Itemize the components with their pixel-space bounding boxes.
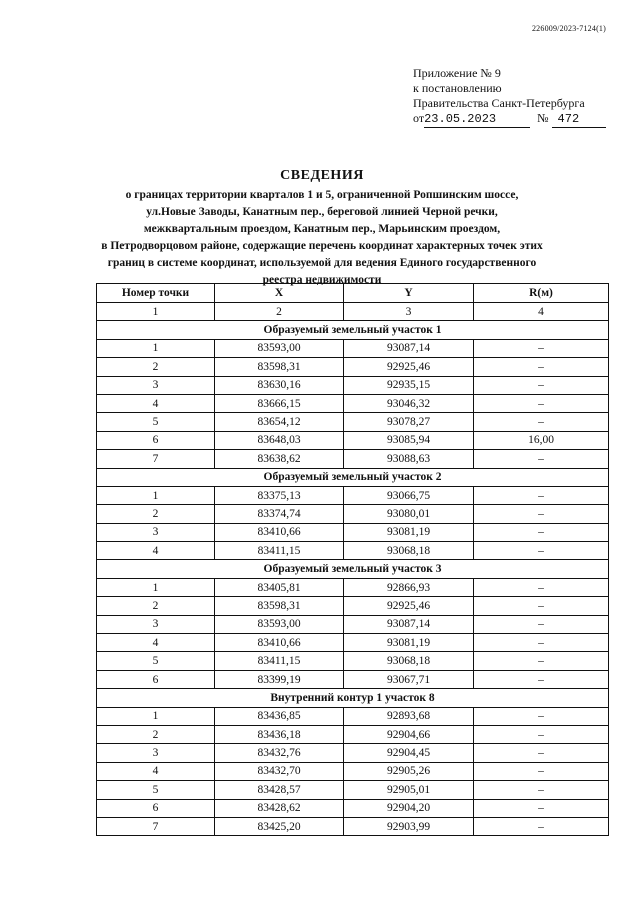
y-coordinate-cell: 92904,20 — [344, 799, 474, 817]
section-row — [97, 689, 609, 707]
appendix-line-3: Правительства Санкт-Петербурга — [413, 96, 585, 110]
radius-cell: – — [474, 744, 609, 762]
point-number-cell: 1 — [97, 339, 215, 357]
title-line: в Петродворцовом районе, содержащие перечень координат характерных точек этих — [101, 240, 543, 252]
point-number-cell: 5 — [97, 413, 215, 431]
date-prefix: от — [413, 111, 425, 125]
x-coordinate-cell: 83630,16 — [215, 376, 344, 394]
y-coordinate-cell: 93088,63 — [344, 450, 474, 468]
document-title — [60, 168, 584, 289]
x-coordinate-cell: 83654,12 — [215, 413, 344, 431]
column-number-row — [97, 303, 609, 321]
x-coordinate-cell: 83399,19 — [215, 670, 344, 688]
column-number: 4 — [474, 303, 609, 321]
x-coordinate-cell: 83638,62 — [215, 450, 344, 468]
x-coordinate-cell: 83410,66 — [215, 523, 344, 541]
appendix-date-line — [413, 111, 606, 128]
table-row — [97, 817, 609, 835]
table-row — [97, 505, 609, 523]
column-number: 3 — [344, 303, 474, 321]
radius-cell: – — [474, 542, 609, 560]
x-coordinate-cell: 83436,18 — [215, 725, 344, 743]
y-coordinate-cell: 93081,19 — [344, 634, 474, 652]
x-coordinate-cell: 83648,03 — [215, 431, 344, 449]
point-number-cell: 1 — [97, 486, 215, 504]
radius-cell: – — [474, 394, 609, 412]
table-row — [97, 542, 609, 560]
table-row — [97, 781, 609, 799]
table-row — [97, 707, 609, 725]
point-number-cell: 2 — [97, 597, 215, 615]
radius-cell: – — [474, 339, 609, 357]
y-coordinate-cell: 92905,26 — [344, 762, 474, 780]
point-number-cell: 5 — [97, 781, 215, 799]
table-row — [97, 431, 609, 449]
section-title: Образуемый земельный участок 3 — [97, 560, 609, 578]
radius-cell: – — [474, 652, 609, 670]
section-row — [97, 468, 609, 486]
table-row — [97, 799, 609, 817]
x-coordinate-cell: 83375,13 — [215, 486, 344, 504]
y-coordinate-cell: 92925,46 — [344, 597, 474, 615]
table-row — [97, 578, 609, 596]
number-prefix: № — [537, 111, 549, 125]
point-number-cell: 2 — [97, 505, 215, 523]
y-coordinate-cell: 93087,14 — [344, 339, 474, 357]
y-coordinate-cell: 93081,19 — [344, 523, 474, 541]
point-number-cell: 2 — [97, 358, 215, 376]
y-coordinate-cell: 92903,99 — [344, 817, 474, 835]
radius-cell: – — [474, 597, 609, 615]
x-coordinate-cell: 83405,81 — [215, 578, 344, 596]
point-number-cell: 4 — [97, 394, 215, 412]
decree-number: 472 — [557, 112, 580, 126]
y-coordinate-cell: 92935,15 — [344, 376, 474, 394]
point-number-cell: 4 — [97, 762, 215, 780]
x-coordinate-cell: 83374,74 — [215, 505, 344, 523]
header-radius: R(м) — [474, 284, 609, 303]
y-coordinate-cell: 93078,27 — [344, 413, 474, 431]
table-row — [97, 523, 609, 541]
x-coordinate-cell: 83428,57 — [215, 781, 344, 799]
x-coordinate-cell: 83428,62 — [215, 799, 344, 817]
radius-cell: 16,00 — [474, 431, 609, 449]
table-row — [97, 486, 609, 504]
x-coordinate-cell: 83411,15 — [215, 652, 344, 670]
appendix-line-2: к постановлению — [413, 81, 502, 95]
table-row — [97, 450, 609, 468]
y-coordinate-cell: 93087,14 — [344, 615, 474, 633]
radius-cell: – — [474, 781, 609, 799]
title-description — [60, 187, 584, 289]
table-row — [97, 725, 609, 743]
y-coordinate-cell: 92905,01 — [344, 781, 474, 799]
y-coordinate-cell: 92904,45 — [344, 744, 474, 762]
point-number-cell: 3 — [97, 523, 215, 541]
table-row — [97, 652, 609, 670]
radius-cell: – — [474, 634, 609, 652]
table-row — [97, 339, 609, 357]
table-row — [97, 394, 609, 412]
x-coordinate-cell: 83593,00 — [215, 339, 344, 357]
column-number: 1 — [97, 303, 215, 321]
point-number-cell: 6 — [97, 431, 215, 449]
radius-cell: – — [474, 505, 609, 523]
radius-cell: – — [474, 358, 609, 376]
point-number-cell: 4 — [97, 634, 215, 652]
y-coordinate-cell: 93068,18 — [344, 542, 474, 560]
x-coordinate-cell: 83666,15 — [215, 394, 344, 412]
y-coordinate-cell: 92904,66 — [344, 725, 474, 743]
title-line: о границах территории кварталов 1 и 5, ограниченной Ропшинским шоссе, — [125, 189, 519, 201]
point-number-cell: 2 — [97, 725, 215, 743]
x-coordinate-cell: 83425,20 — [215, 817, 344, 835]
x-coordinate-cell: 83593,00 — [215, 615, 344, 633]
radius-cell: – — [474, 762, 609, 780]
section-title: Внутренний контур 1 участок 8 — [97, 689, 609, 707]
radius-cell: – — [474, 725, 609, 743]
radius-cell: – — [474, 523, 609, 541]
y-coordinate-cell: 93066,75 — [344, 486, 474, 504]
table-row — [97, 744, 609, 762]
y-coordinate-cell: 92925,46 — [344, 358, 474, 376]
y-coordinate-cell: 92893,68 — [344, 707, 474, 725]
point-number-cell: 7 — [97, 817, 215, 835]
radius-cell: – — [474, 376, 609, 394]
x-coordinate-cell: 83432,70 — [215, 762, 344, 780]
header-x: X — [215, 284, 344, 303]
point-number-cell: 3 — [97, 376, 215, 394]
title-line: межквартальным проездом, Канатным пер., Марьинским проездом, — [143, 223, 501, 235]
radius-cell: – — [474, 486, 609, 504]
title-line: ул.Новые Заводы, Канатным пер., береговой линией Черной речки, — [146, 206, 498, 218]
point-number-cell: 1 — [97, 707, 215, 725]
header-point-number: Номер точки — [97, 284, 215, 303]
radius-cell: – — [474, 450, 609, 468]
appendix-line-1: Приложение № 9 — [413, 66, 501, 80]
x-coordinate-cell: 83598,31 — [215, 358, 344, 376]
section-title: Образуемый земельный участок 2 — [97, 468, 609, 486]
radius-cell: – — [474, 413, 609, 431]
title-line: реестра недвижимости — [262, 274, 382, 286]
y-coordinate-cell: 93085,94 — [344, 431, 474, 449]
y-coordinate-cell: 93068,18 — [344, 652, 474, 670]
table-row — [97, 615, 609, 633]
document-id: 226009/2023-7124(1) — [531, 24, 606, 33]
table-row — [97, 597, 609, 615]
coordinates-table — [96, 283, 609, 836]
point-number-cell: 3 — [97, 615, 215, 633]
table-row — [97, 376, 609, 394]
section-row — [97, 321, 609, 339]
radius-cell: – — [474, 707, 609, 725]
point-number-cell: 6 — [97, 799, 215, 817]
point-number-cell: 4 — [97, 542, 215, 560]
radius-cell: – — [474, 817, 609, 835]
table-row — [97, 670, 609, 688]
table-row — [97, 358, 609, 376]
header-y: Y — [344, 284, 474, 303]
header-row — [97, 284, 609, 303]
point-number-cell: 1 — [97, 578, 215, 596]
column-number: 2 — [215, 303, 344, 321]
y-coordinate-cell: 93067,71 — [344, 670, 474, 688]
section-row — [97, 560, 609, 578]
x-coordinate-cell: 83598,31 — [215, 597, 344, 615]
x-coordinate-cell: 83436,85 — [215, 707, 344, 725]
decree-date: 23.05.2023 — [424, 112, 497, 126]
table-row — [97, 762, 609, 780]
point-number-cell: 7 — [97, 450, 215, 468]
x-coordinate-cell: 83432,76 — [215, 744, 344, 762]
y-coordinate-cell: 92866,93 — [344, 578, 474, 596]
title-heading: СВЕДЕНИЯ — [280, 168, 364, 183]
point-number-cell: 5 — [97, 652, 215, 670]
radius-cell: – — [474, 615, 609, 633]
y-coordinate-cell: 93046,32 — [344, 394, 474, 412]
radius-cell: – — [474, 799, 609, 817]
y-coordinate-cell: 93080,01 — [344, 505, 474, 523]
x-coordinate-cell: 83411,15 — [215, 542, 344, 560]
table-row — [97, 634, 609, 652]
x-coordinate-cell: 83410,66 — [215, 634, 344, 652]
section-title: Образуемый земельный участок 1 — [97, 321, 609, 339]
table-row — [97, 413, 609, 431]
radius-cell: – — [474, 670, 609, 688]
radius-cell: – — [474, 578, 609, 596]
title-line: границ в системе координат, используемой для ведения Единого государственного — [107, 257, 537, 269]
point-number-cell: 6 — [97, 670, 215, 688]
point-number-cell: 3 — [97, 744, 215, 762]
appendix-block — [413, 66, 606, 128]
